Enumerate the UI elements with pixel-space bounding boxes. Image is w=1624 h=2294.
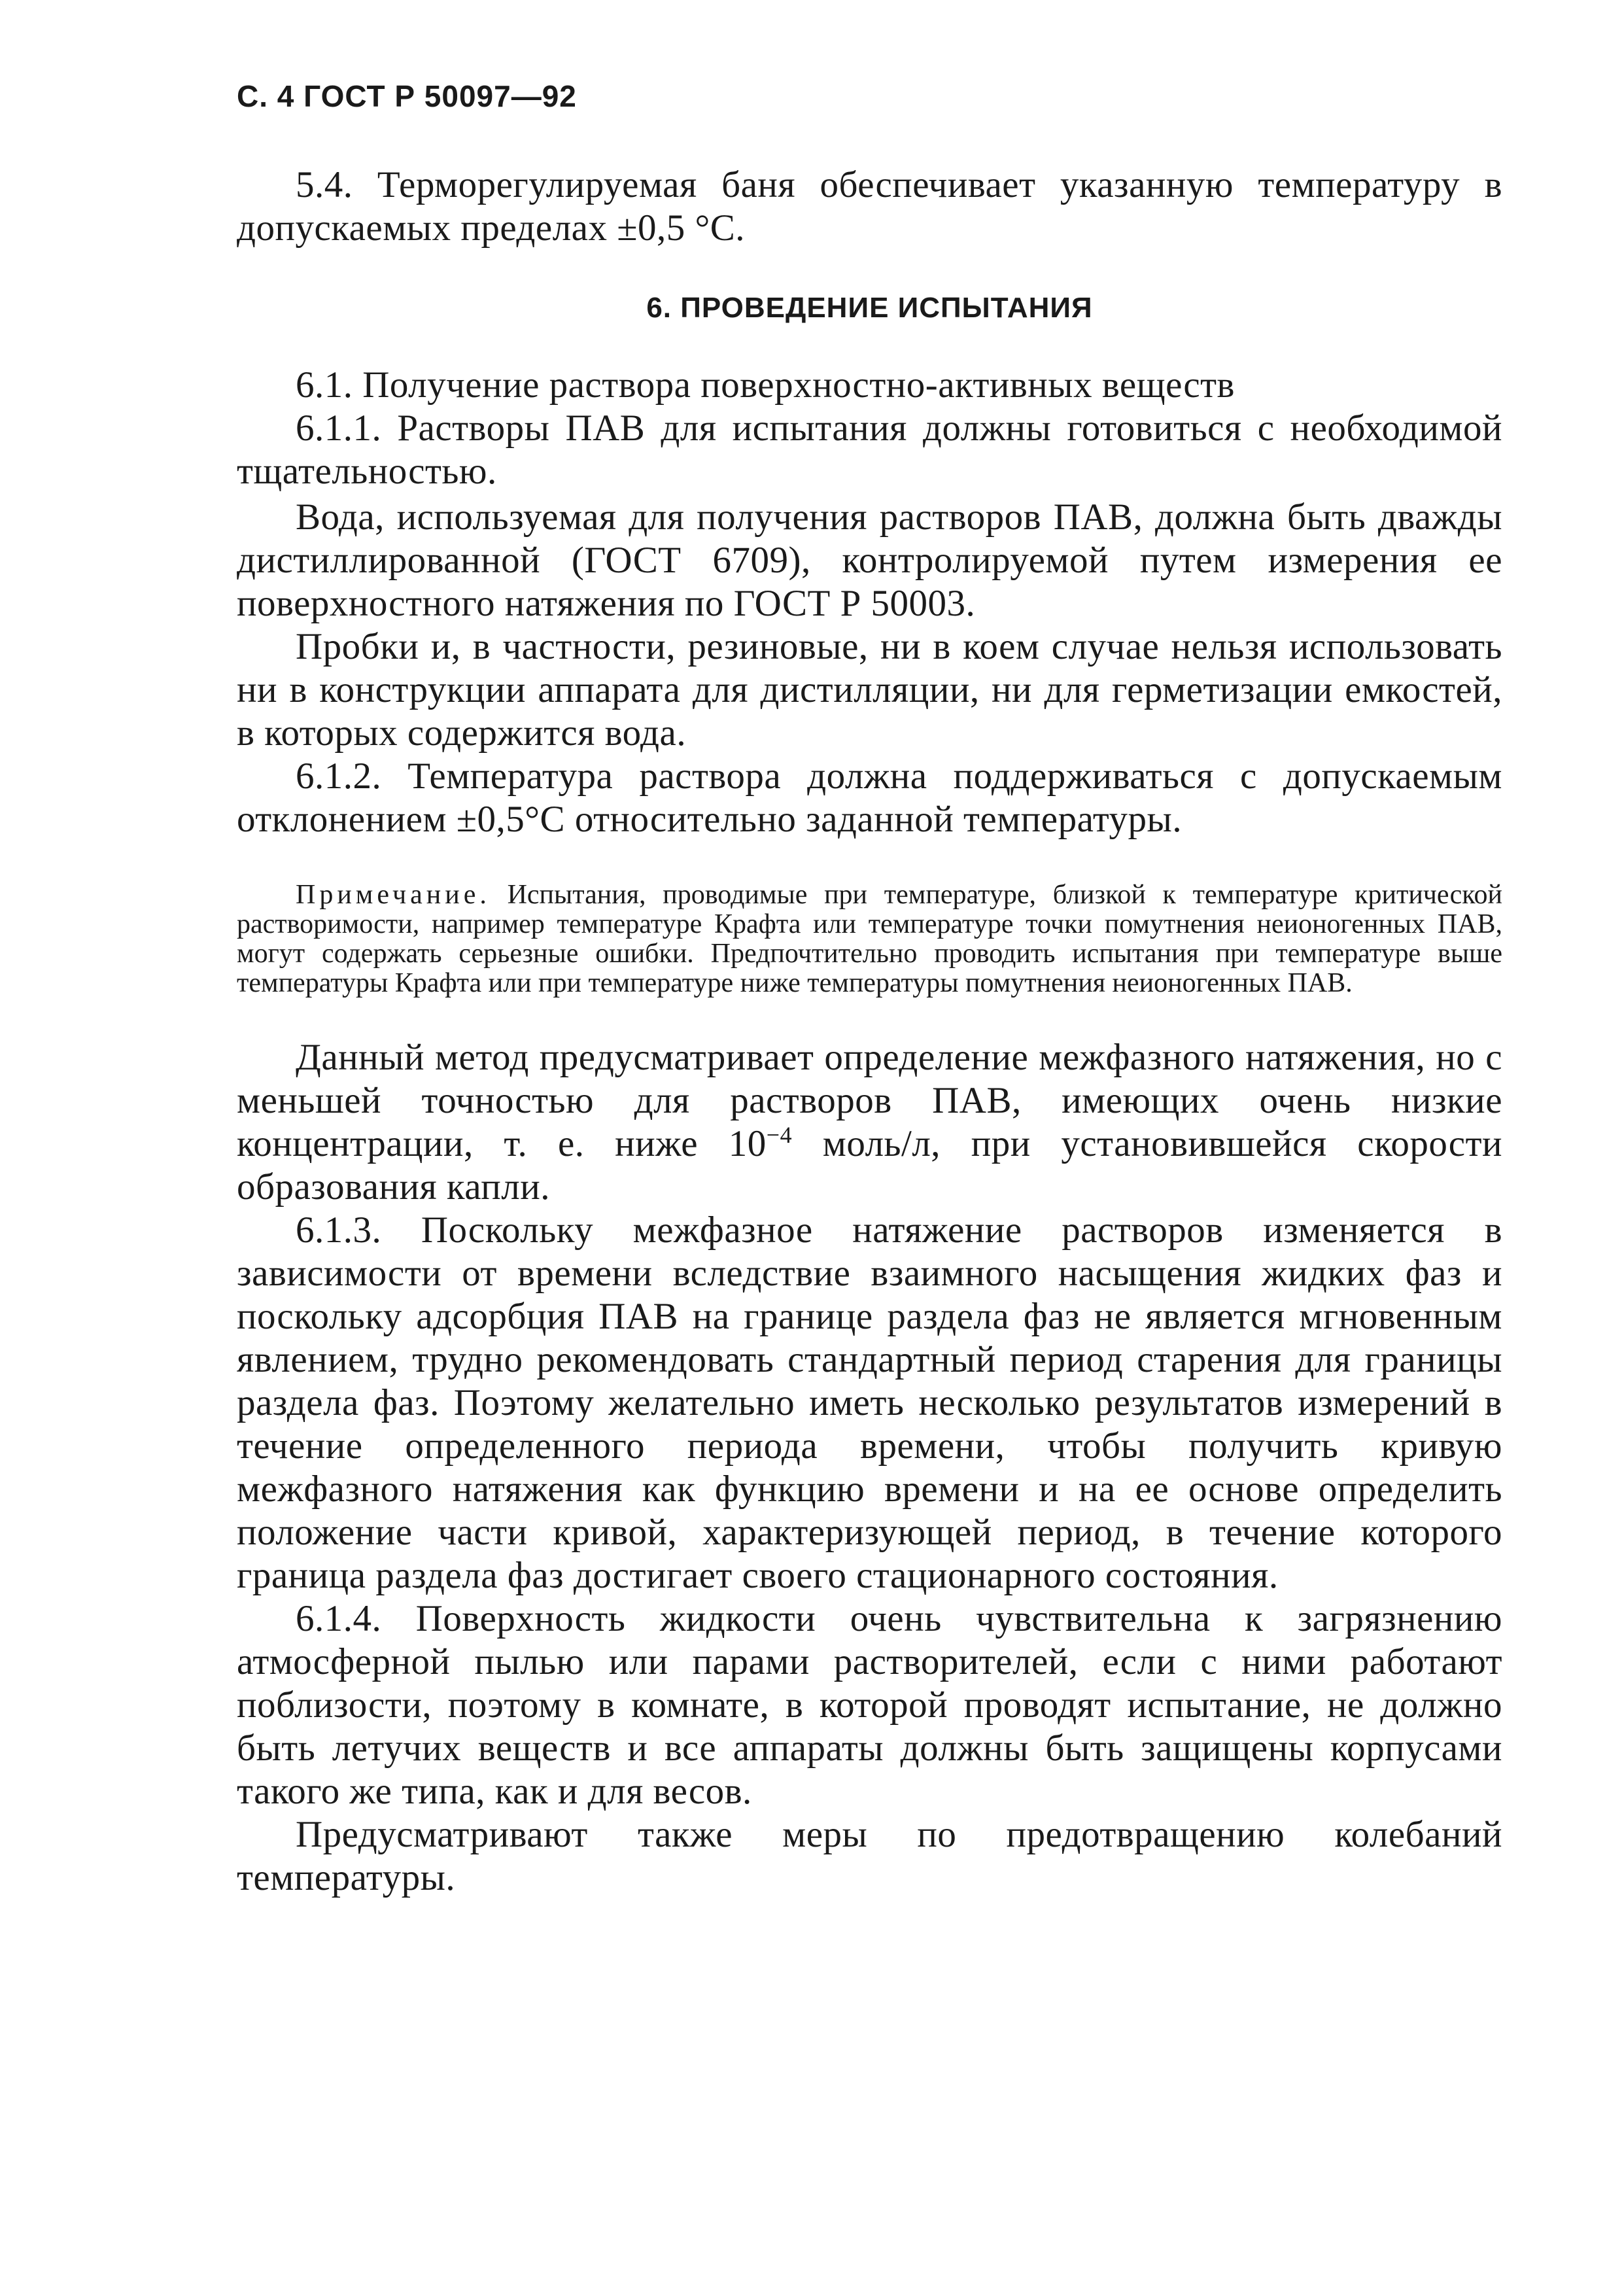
paragraph-water: Вода, используемая для получения растворов ПАВ, должна быть дважды дистиллированной (ГОСТ 6709), контролируемой путем измерения ее поверхностного натяжения по ГОСТ Р 50003. [237,496,1502,624]
page-header: С. 4 ГОСТ Р 50097—92 [237,79,577,113]
paragraph-6-1-2: 6.1.2. Температура раствора должна поддерживаться с допускаемым отклонением ±0,5°С относительно заданной температуры. [237,756,1502,840]
paragraph-plugs: Пробки и, в частности, резиновые, ни в коем случае нельзя использовать ни в конструкции аппарата для дистилляции, ни для герметизации емкостей, в которых содержится вода. [237,626,1502,754]
method-text-after: моль/л, при установившейся скорости образования капли. [237,1123,1503,1208]
method-text-before: Данный метод предусматривает определение межфазного натяжения, но с меньшей точностью для растворов ПАВ, имеющих очень низкие концентрации, т. е. ниже 10 [237,1037,1502,1164]
paragraph-6-1-4: 6.1.4. Поверхность жидкости очень чувствительна к загрязнению атмосферной пылью или парами растворителей, если с ними работают поблизости, поэтому в комнате, в которой проводят испытание, не должно быть летучих веществ и все аппараты должны быть защищены корпусами такого же типа, как и для весов. [237,1598,1502,1812]
paragraph-6-1-3: 6.1.3. Поскольку межфазное натяжение растворов изменяется в зависимости от времени вследствие взаимного насыщения жидких фаз и поскольку адсорбция ПАВ на границе раздела фаз не является мгновенным явлением, трудно рекомендовать стандартный период старения для границы раздела фаз. Поэтому желательно иметь несколько результатов измерений в течение определенного периода времени, чтобы получить кривую межфазного натяжения как функцию времени и на ее основе определить положение части кривой, характеризующей период, в течение которого граница раздела фаз достигает своего стационарного состояния. [237,1209,1502,1596]
document-body [237,164,1502,1900]
paragraph-5-4: 5.4. Терморегулируемая баня обеспечивает указанную температуру в допускаемых пределах ±0,5 °С. [237,164,1502,249]
method-exponent: −4 [766,1122,793,1148]
section-6-title: 6. ПРОВЕДЕНИЕ ИСПЫТАНИЯ [646,292,1093,324]
note-text: Испытания, проводимые при температуре, близкой к температуре критической растворимости, например температуре Крафта или температуре точки помутнения неионогенных ПАВ, могут содержать серьезные ошибки. Предпочтительно проводить испытания при температуре выше температуры Крафта или при температуре ниже температуры помутнения неионогенных ПАВ. [237,880,1502,998]
subsection-6-1-heading: 6.1. Получение раствора поверхностно-активных веществ [296,364,1235,406]
paragraph-6-1-1: 6.1.1. Растворы ПАВ для испытания должны готовиться с необходимой тщательностью. [237,408,1502,492]
paragraph-last: Предусматривают также меры по предотвращению колебаний температуры. [237,1814,1502,1898]
note-label: Примечание. [296,880,491,910]
paragraph-method [237,1036,1502,1209]
note [237,880,1502,998]
